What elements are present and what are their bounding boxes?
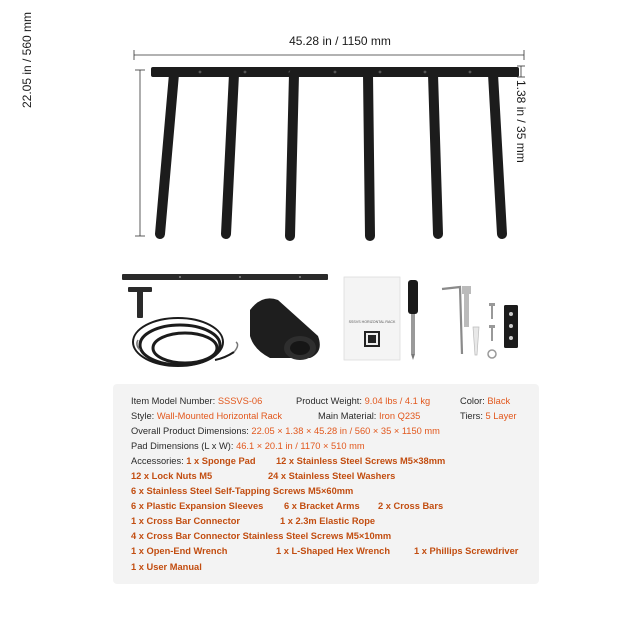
accessory-item: 12 x Stainless Steel Screws M5×38mm <box>276 456 446 466</box>
accessory-item: 1 x L-Shaped Hex Wrench <box>276 546 391 556</box>
wall-rack <box>151 67 519 236</box>
cross-bar <box>122 274 328 280</box>
spec-item-model: Item Model Number: SSSVS-06 <box>131 396 263 406</box>
rack-arm <box>433 74 438 234</box>
accessory-item: 12 x Lock Nuts M5 <box>131 471 213 481</box>
spec-style: Style: Wall-Mounted Horizontal Rack <box>131 411 283 421</box>
phillips-screwdriver <box>408 280 418 360</box>
spec-pad-dimensions: Pad Dimensions (L x W): 46.1 × 20.1 in / 1170 × 510 mm <box>131 441 365 451</box>
spec-color: Color: Black <box>460 396 511 406</box>
cross-bar-connector <box>128 287 152 318</box>
rack-arm <box>290 74 294 236</box>
spec-overall-dimensions: Overall Product Dimensions: 22.05 × 1.38 × 45.28 in / 560 × 35 × 1150 mm <box>131 426 440 436</box>
spec-material: Main Material: Iron Q235 <box>318 411 421 421</box>
accessory-item: 4 x Cross Bar Connector Stainless Steel Screws M5×10mm <box>131 531 392 541</box>
width-dimension-line <box>134 50 524 60</box>
width-dimension-label: 45.28 in / 1150 mm <box>289 34 391 48</box>
accessory-item: 1 x Cross Bar Connector <box>131 516 241 526</box>
accessory-item: 6 x Stainless Steel Self-Tapping Screws M5×60mm <box>131 486 354 496</box>
rack-arm <box>226 74 234 234</box>
spec-tiers: Tiers: 5 Layer <box>460 411 517 421</box>
rack-arm <box>493 74 502 234</box>
spec-weight: Product Weight: 9.04 lbs / 4.1 kg <box>296 396 431 406</box>
expansion-sleeve <box>473 327 479 355</box>
spec-accessories-row-1: Accessories: 1 x Sponge Pad <box>131 456 256 466</box>
l-shaped-hex-wrench <box>442 287 462 354</box>
bracket-plate <box>504 305 518 348</box>
screws <box>488 303 496 358</box>
height-dimension-label: 22.05 in / 560 mm <box>20 11 34 109</box>
accessory-item: 1 x Open-End Wrench <box>131 546 228 556</box>
user-manual <box>344 277 400 360</box>
accessory-item: 1 x Phillips Screwdriver <box>414 546 519 556</box>
accessory-item: 6 x Plastic Expansion Sleeves <box>131 501 264 511</box>
accessory-item: 6 x Bracket Arms <box>284 501 360 511</box>
rack-arm <box>160 74 174 234</box>
svg-text:SSSVS HORIZONTAL RACK: SSSVS HORIZONTAL RACK <box>348 320 396 324</box>
rack-arm <box>368 74 370 236</box>
accessory-item: 1 x Sponge Pad <box>186 456 256 466</box>
accessory-item: 1 x 2.3m Elastic Rope <box>280 516 376 526</box>
thickness-dimension-label: 1.38 in / 35 mm <box>514 80 528 163</box>
open-end-wrench <box>462 286 471 327</box>
accessory-item: 2 x Cross Bars <box>378 501 444 511</box>
accessory-item: 24 x Stainless Steel Washers <box>268 471 396 481</box>
accessory-item: 1 x User Manual <box>131 562 202 572</box>
elastic-rope <box>133 318 238 366</box>
height-dimension-line <box>135 70 145 236</box>
sponge-pad <box>250 298 320 360</box>
rack-arms <box>160 74 502 236</box>
